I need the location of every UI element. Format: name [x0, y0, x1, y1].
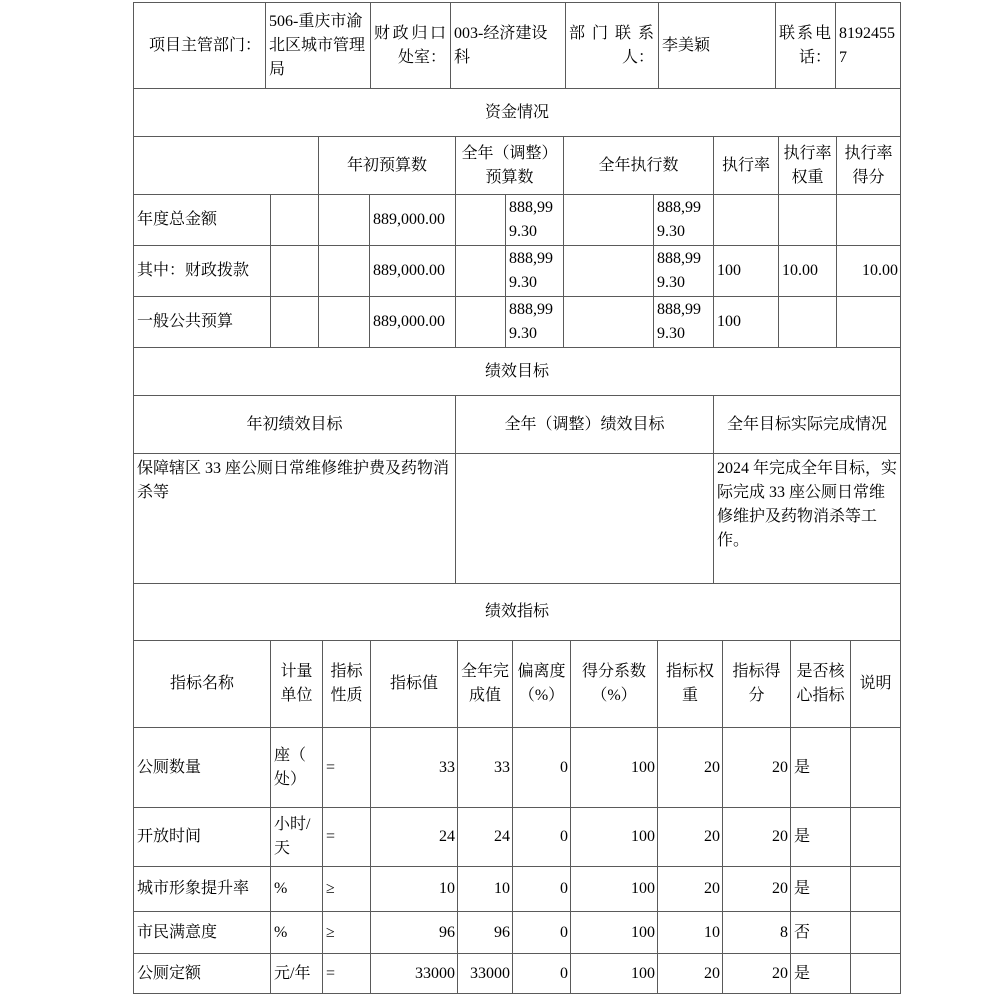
row-label: 其中：财政拨款 [134, 246, 271, 297]
indicators-table [133, 583, 901, 994]
empty-cell [319, 297, 370, 348]
score-coefficient-header: 得分系数（%） [571, 641, 658, 728]
indicators-section-title: 绩效指标 [134, 584, 901, 641]
actual-completion-text: 2024 年完成全年目标，实际完成 33 座公厕日常维修维护及药物消杀等工作。 [714, 454, 901, 584]
indicator-note [851, 954, 901, 994]
goals-section-title: 绩效目标 [134, 348, 901, 396]
note-header: 说明 [851, 641, 901, 728]
rate-score-value: 10.00 [837, 246, 901, 297]
target-value-header: 指标值 [371, 641, 458, 728]
empty-cell [564, 195, 654, 246]
actual-completion-header: 全年目标实际完成情况 [714, 396, 901, 454]
indicator-core: 是 [791, 728, 851, 808]
contact-person-label: 部门联系人： [566, 3, 659, 89]
indicator-coefficient: 100 [571, 954, 658, 994]
empty-cell [271, 195, 319, 246]
row-label: 一般公共预算 [134, 297, 271, 348]
indicator-weight: 20 [658, 808, 723, 867]
indicator-target: 24 [371, 808, 458, 867]
indicators-title-row [134, 584, 901, 641]
indicator-coefficient: 100 [571, 808, 658, 867]
indicator-score: 8 [723, 912, 791, 954]
executed-amount-header: 全年执行数 [564, 137, 714, 195]
indicator-row [134, 912, 901, 954]
goals-title-row [134, 348, 901, 396]
indicator-score: 20 [723, 728, 791, 808]
initial-goal-header: 年初绩效目标 [134, 396, 456, 454]
empty-cell [319, 246, 370, 297]
funds-section-title: 资金情况 [134, 89, 901, 137]
adjusted-budget-value: 888,999.30 [506, 195, 564, 246]
indicator-weight: 20 [658, 867, 723, 912]
deviation-header: 偏离度（%） [513, 641, 571, 728]
finance-office-label: 财政归口处室： [371, 3, 451, 89]
performance-report-table [133, 2, 900, 994]
empty-cell [456, 297, 506, 348]
execution-rate-value: 100 [714, 246, 779, 297]
indicator-target: 10 [371, 867, 458, 912]
empty-cell [564, 297, 654, 348]
indicator-unit: % [271, 912, 323, 954]
supervising-department-label: 项目主管部门： [134, 3, 266, 89]
indicator-note [851, 808, 901, 867]
adjusted-budget-value: 888,999.30 [506, 246, 564, 297]
indicator-completed: 10 [458, 867, 513, 912]
adjusted-budget-header: 全年（调整）预算数 [456, 137, 564, 195]
rate-score-header: 执行率得分 [837, 137, 901, 195]
initial-goal-text: 保障辖区 33 座公厕日常维修维护费及药物消杀等 [134, 454, 456, 584]
indicator-weight: 20 [658, 728, 723, 808]
indicator-coefficient: 100 [571, 728, 658, 808]
funds-header-row [134, 137, 901, 195]
indicator-core: 否 [791, 912, 851, 954]
indicator-weight: 20 [658, 954, 723, 994]
indicator-core: 是 [791, 954, 851, 994]
indicator-completed: 33 [458, 728, 513, 808]
executed-amount-value: 888,999.30 [654, 195, 714, 246]
goals-header-row [134, 396, 901, 454]
initial-budget-value: 889,000.00 [370, 297, 456, 348]
rate-weight-value [779, 195, 837, 246]
indicator-name: 公厕定额 [134, 954, 271, 994]
indicator-target: 33 [371, 728, 458, 808]
indicator-row [134, 954, 901, 994]
indicator-core: 是 [791, 867, 851, 912]
execution-rate-header: 执行率 [714, 137, 779, 195]
indicator-note [851, 912, 901, 954]
indicator-unit: 元/年 [271, 954, 323, 994]
indicator-unit: 座（处） [271, 728, 323, 808]
completed-value-header: 全年完成值 [458, 641, 513, 728]
indicator-name: 公厕数量 [134, 728, 271, 808]
initial-budget-value: 889,000.00 [370, 246, 456, 297]
indicator-weight-header: 指标权重 [658, 641, 723, 728]
indicator-completed: 33000 [458, 954, 513, 994]
rate-weight-value: 10.00 [779, 246, 837, 297]
phone-label: 联系电话： [776, 3, 836, 89]
indicator-target: 96 [371, 912, 458, 954]
contact-header-table [133, 2, 901, 89]
execution-rate-value [714, 195, 779, 246]
contact-row [134, 3, 901, 89]
indicator-core: 是 [791, 808, 851, 867]
initial-budget-header: 年初预算数 [319, 137, 456, 195]
indicator-unit: % [271, 867, 323, 912]
indicator-name: 城市形象提升率 [134, 867, 271, 912]
indicator-note [851, 728, 901, 808]
core-indicator-header: 是否核心指标 [791, 641, 851, 728]
empty-cell [456, 246, 506, 297]
indicator-nature: = [323, 954, 371, 994]
supervising-department-value: 506-重庆市渝北区城市管理局 [266, 3, 371, 89]
indicator-note [851, 867, 901, 912]
indicator-score: 20 [723, 808, 791, 867]
goals-content-row [134, 454, 901, 584]
indicator-nature: = [323, 728, 371, 808]
indicator-deviation: 0 [513, 867, 571, 912]
indicators-header-row [134, 641, 901, 728]
indicator-completed: 96 [458, 912, 513, 954]
nature-header: 指标性质 [323, 641, 371, 728]
empty-cell [271, 246, 319, 297]
executed-amount-value: 888,999.30 [654, 297, 714, 348]
rate-score-value [837, 195, 901, 246]
empty-cell [319, 195, 370, 246]
rate-score-value [837, 297, 901, 348]
empty-cell [564, 246, 654, 297]
empty-cell [271, 297, 319, 348]
funds-row-fiscal [134, 246, 901, 297]
rate-weight-header: 执行率权重 [779, 137, 837, 195]
indicator-completed: 24 [458, 808, 513, 867]
indicator-score-header: 指标得分 [723, 641, 791, 728]
indicator-nature: ≥ [323, 867, 371, 912]
goals-table [133, 347, 901, 584]
indicator-unit: 小时/天 [271, 808, 323, 867]
indicator-weight: 10 [658, 912, 723, 954]
indicator-target: 33000 [371, 954, 458, 994]
indicator-deviation: 0 [513, 808, 571, 867]
rate-weight-value [779, 297, 837, 348]
empty-cell [456, 195, 506, 246]
initial-budget-value: 889,000.00 [370, 195, 456, 246]
phone-value: 81924557 [836, 3, 901, 89]
indicator-deviation: 0 [513, 954, 571, 994]
indicator-name-header: 指标名称 [134, 641, 271, 728]
indicator-row [134, 808, 901, 867]
adjusted-budget-value: 888,999.30 [506, 297, 564, 348]
indicator-deviation: 0 [513, 728, 571, 808]
empty-cell [134, 137, 319, 195]
adjusted-goal-header: 全年（调整）绩效目标 [456, 396, 714, 454]
funds-row-total [134, 195, 901, 246]
funds-row-public-budget [134, 297, 901, 348]
indicator-score: 20 [723, 867, 791, 912]
indicator-name: 市民满意度 [134, 912, 271, 954]
indicator-deviation: 0 [513, 912, 571, 954]
row-label: 年度总金额 [134, 195, 271, 246]
execution-rate-value: 100 [714, 297, 779, 348]
indicator-score: 20 [723, 954, 791, 994]
indicator-row [134, 867, 901, 912]
adjusted-goal-text [456, 454, 714, 584]
indicator-nature: = [323, 808, 371, 867]
executed-amount-value: 888,999.30 [654, 246, 714, 297]
indicator-coefficient: 100 [571, 867, 658, 912]
funds-title-row [134, 89, 901, 137]
finance-office-value: 003-经济建设科 [451, 3, 566, 89]
indicator-nature: ≥ [323, 912, 371, 954]
contact-person-value: 李美颖 [659, 3, 776, 89]
indicator-row [134, 728, 901, 808]
unit-header: 计量单位 [271, 641, 323, 728]
indicator-coefficient: 100 [571, 912, 658, 954]
indicator-name: 开放时间 [134, 808, 271, 867]
funds-table [133, 88, 901, 348]
